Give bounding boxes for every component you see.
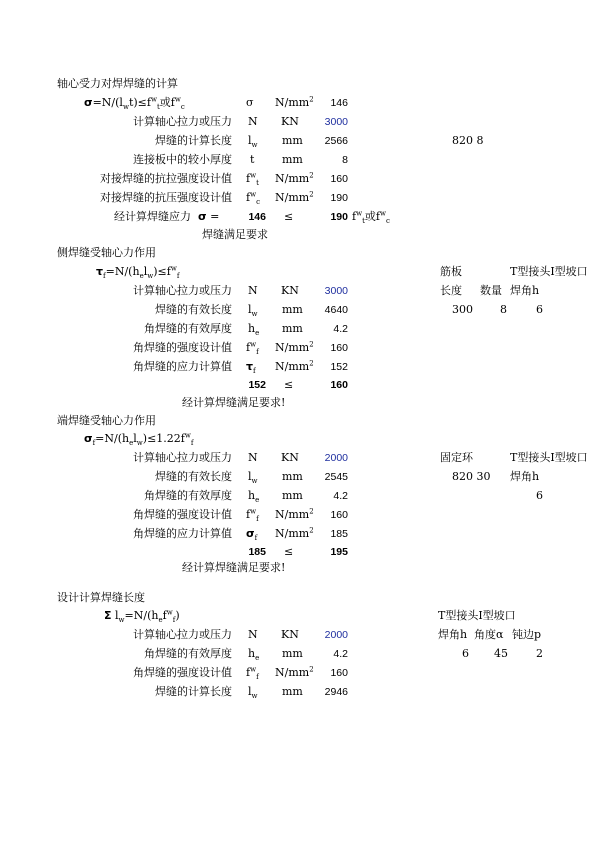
s2-row4-label: 角焊缝的应力计算值 (133, 360, 232, 373)
section2-formula: $\tau_f=N/(h_el_w)\le f^w_f$ (96, 264, 180, 281)
s4-row2-value: 160 (330, 667, 348, 679)
s4-row2-sym: $f^w_f$ (246, 665, 259, 682)
s2-row3-label: 角焊缝的强度设计值 (133, 341, 232, 354)
s2-row1-label: 焊缝的有效长度 (155, 303, 232, 316)
s1-check-left: 146 (248, 211, 266, 223)
s3-row4-label: 角焊缝的应力计算值 (133, 527, 232, 540)
s1-row2-unit: mm (282, 134, 303, 147)
s4-row3-sym: $l_w$ (248, 685, 258, 701)
s1-check-label: 经计算焊缝应力 σ = (114, 210, 220, 223)
s3-row3-unit: $N/mm^2$ (275, 507, 314, 521)
s3-row3-value: 160 (330, 509, 348, 521)
s2-row4-sym: $\tau_f$ (246, 360, 256, 376)
s1-row3-sym: t (250, 153, 255, 166)
s3-side-h1: 固定环 (440, 451, 473, 464)
s4-row0-value: 2000 (324, 629, 348, 641)
s3-check-left: 185 (248, 546, 266, 558)
section1-formula: $\sigma=N/(l_wt)\le f^w_t$或$f^w_c$ (84, 95, 185, 112)
s2-row2-sym: $h_e$ (248, 322, 260, 338)
s3-row1-value: 2545 (324, 471, 348, 483)
s1-row4-label: 对接焊缝的抗拉强度设计值 (100, 172, 232, 185)
s2-row3-unit: $N/mm^2$ (275, 340, 314, 354)
s3-row3-label: 角焊缝的强度设计值 (133, 508, 232, 521)
s3-row2-sym: $h_e$ (248, 489, 260, 505)
s1-row5-label: 对接焊缝的抗压强度设计值 (100, 191, 232, 204)
s1-check-right: 190 (330, 211, 348, 223)
s1-check-op: ≤ (284, 210, 294, 223)
s4-row1-value: 4.2 (333, 648, 348, 660)
s2-result: 经计算焊缝满足要求! (182, 396, 286, 409)
s2-row0-label: 计算轴心拉力或压力 (133, 284, 232, 297)
s4-side-v2: 45 (494, 647, 508, 660)
s3-row4-sym: $\sigma_f$ (246, 527, 258, 543)
s3-row1-unit: mm (282, 470, 303, 483)
s2-side-h2: T型接头I型坡口 (510, 265, 588, 278)
s2-side-v2: 8 (500, 303, 507, 316)
section4-formula: Σ $l_w=N/(h_ef^w_f)$ (104, 608, 180, 625)
s2-check-right: 160 (330, 379, 348, 391)
s2-side-h1: 筋板 (440, 265, 462, 278)
s2-row1-unit: mm (282, 303, 303, 316)
s3-row4-unit: $N/mm^2$ (275, 526, 314, 540)
s1-row5-sym: $f^w_c$ (246, 190, 260, 207)
s2-row3-value: 160 (330, 342, 348, 354)
s2-row4-value: 152 (330, 361, 348, 373)
s4-side-v1: 6 (462, 647, 469, 660)
s2-side-v1: 300 (452, 303, 473, 316)
s3-row0-label: 计算轴心拉力或压力 (133, 451, 232, 464)
s2-check-op: ≤ (284, 378, 294, 391)
s4-row1-unit: mm (282, 647, 303, 660)
s3-result: 经计算焊缝满足要求! (182, 561, 286, 574)
s4-side-v3: 2 (536, 647, 543, 660)
s4-row0-label: 计算轴心拉力或压力 (133, 628, 232, 641)
s3-row4-value: 185 (330, 528, 348, 540)
s3-side-c3: 焊角h (510, 470, 540, 483)
s1-row4-value: 160 (330, 173, 348, 185)
section4-title: 设计计算焊缝长度 (57, 591, 145, 604)
s3-row0-value: 2000 (324, 452, 348, 464)
s4-row1-label: 角焊缝的有效厚度 (144, 647, 232, 660)
s4-row0-unit: KN (281, 628, 299, 641)
section3-title: 端焊缝受轴心力作用 (57, 414, 156, 427)
s3-row0-unit: KN (281, 451, 299, 464)
s3-check-op: ≤ (284, 545, 294, 558)
s1-row0-unit: $N/mm^2$ (275, 95, 314, 109)
s1-row5-value: 190 (330, 192, 348, 204)
s2-row1-value: 4640 (324, 304, 348, 316)
s1-row3-label: 连接板中的较小厚度 (133, 153, 232, 166)
s1-row2-value: 2566 (324, 135, 348, 147)
s1-row2-sym: $l_w$ (248, 134, 258, 150)
s1-row4-sym: $f^w_t$ (246, 171, 259, 188)
s1-row0-sym: σ (246, 96, 254, 109)
s1-row1-unit: KN (281, 115, 299, 128)
section1-title: 轴心受力对焊焊缝的计算 (57, 77, 178, 90)
s1-row5-unit: $N/mm^2$ (275, 190, 314, 204)
s2-row2-value: 4.2 (333, 323, 348, 335)
s1-row2-note: 820 8 (452, 134, 484, 147)
s4-row1-sym: $h_e$ (248, 647, 260, 663)
s2-row3-sym: $f^w_f$ (246, 340, 259, 357)
s1-result: 焊缝满足要求 (202, 228, 268, 241)
s1-row0-value: 146 (330, 97, 348, 109)
s2-side-c2: 数量 (480, 284, 502, 297)
s4-row2-unit: $N/mm^2$ (275, 665, 314, 679)
s2-row0-unit: KN (281, 284, 299, 297)
s4-row2-label: 角焊缝的强度设计值 (133, 666, 232, 679)
s4-row3-value: 2946 (324, 686, 348, 698)
s2-row0-sym: N (248, 284, 258, 297)
s2-side-c3: 焊角h (510, 284, 540, 297)
s3-row2-unit: mm (282, 489, 303, 502)
s1-check-tail: $f^w_t$或$f^w_c$ (352, 209, 390, 226)
s1-row2-label: 焊缝的计算长度 (155, 134, 232, 147)
s1-row1-value: 3000 (324, 116, 348, 128)
s1-row1-label: 计算轴心拉力或压力 (133, 115, 232, 128)
s3-row0-sym: N (248, 451, 258, 464)
s2-side-c1: 长度 (440, 284, 462, 297)
s2-row0-value: 3000 (324, 285, 348, 297)
s4-side-c1: 焊角h (438, 628, 468, 641)
s2-row2-label: 角焊缝的有效厚度 (144, 322, 232, 335)
s1-row1-sym: N (248, 115, 258, 128)
s2-row4-unit: $N/mm^2$ (275, 359, 314, 373)
s3-row2-value: 4.2 (333, 490, 348, 502)
s3-side-v3: 6 (536, 489, 543, 502)
s4-row0-sym: N (248, 628, 258, 641)
s4-row3-unit: mm (282, 685, 303, 698)
s4-side-h: T型接头I型坡口 (438, 609, 516, 622)
s1-row4-unit: $N/mm^2$ (275, 171, 314, 185)
s3-row2-label: 角焊缝的有效厚度 (144, 489, 232, 502)
s2-side-v3: 6 (536, 303, 543, 316)
s4-side-c2: 角度α (474, 628, 504, 641)
s3-check-right: 195 (330, 546, 348, 558)
s3-side-h2: T型接头I型坡口 (510, 451, 588, 464)
s3-side-v1: 820 30 (452, 470, 491, 483)
s4-side-c3: 钝边p (512, 628, 542, 641)
s3-row3-sym: $f^w_f$ (246, 507, 259, 524)
s4-row3-label: 焊缝的计算长度 (155, 685, 232, 698)
s3-row1-sym: $l_w$ (248, 470, 258, 486)
section2-title: 侧焊缝受轴心力作用 (57, 246, 156, 259)
s2-row1-sym: $l_w$ (248, 303, 258, 319)
s3-row1-label: 焊缝的有效长度 (155, 470, 232, 483)
section3-formula: $\sigma_f=N/(h_el_w)\le 1.22f^w_f$ (84, 431, 194, 448)
s2-check-left: 152 (248, 379, 266, 391)
s2-row2-unit: mm (282, 322, 303, 335)
s1-row3-unit: mm (282, 153, 303, 166)
s1-row3-value: 8 (342, 154, 348, 166)
